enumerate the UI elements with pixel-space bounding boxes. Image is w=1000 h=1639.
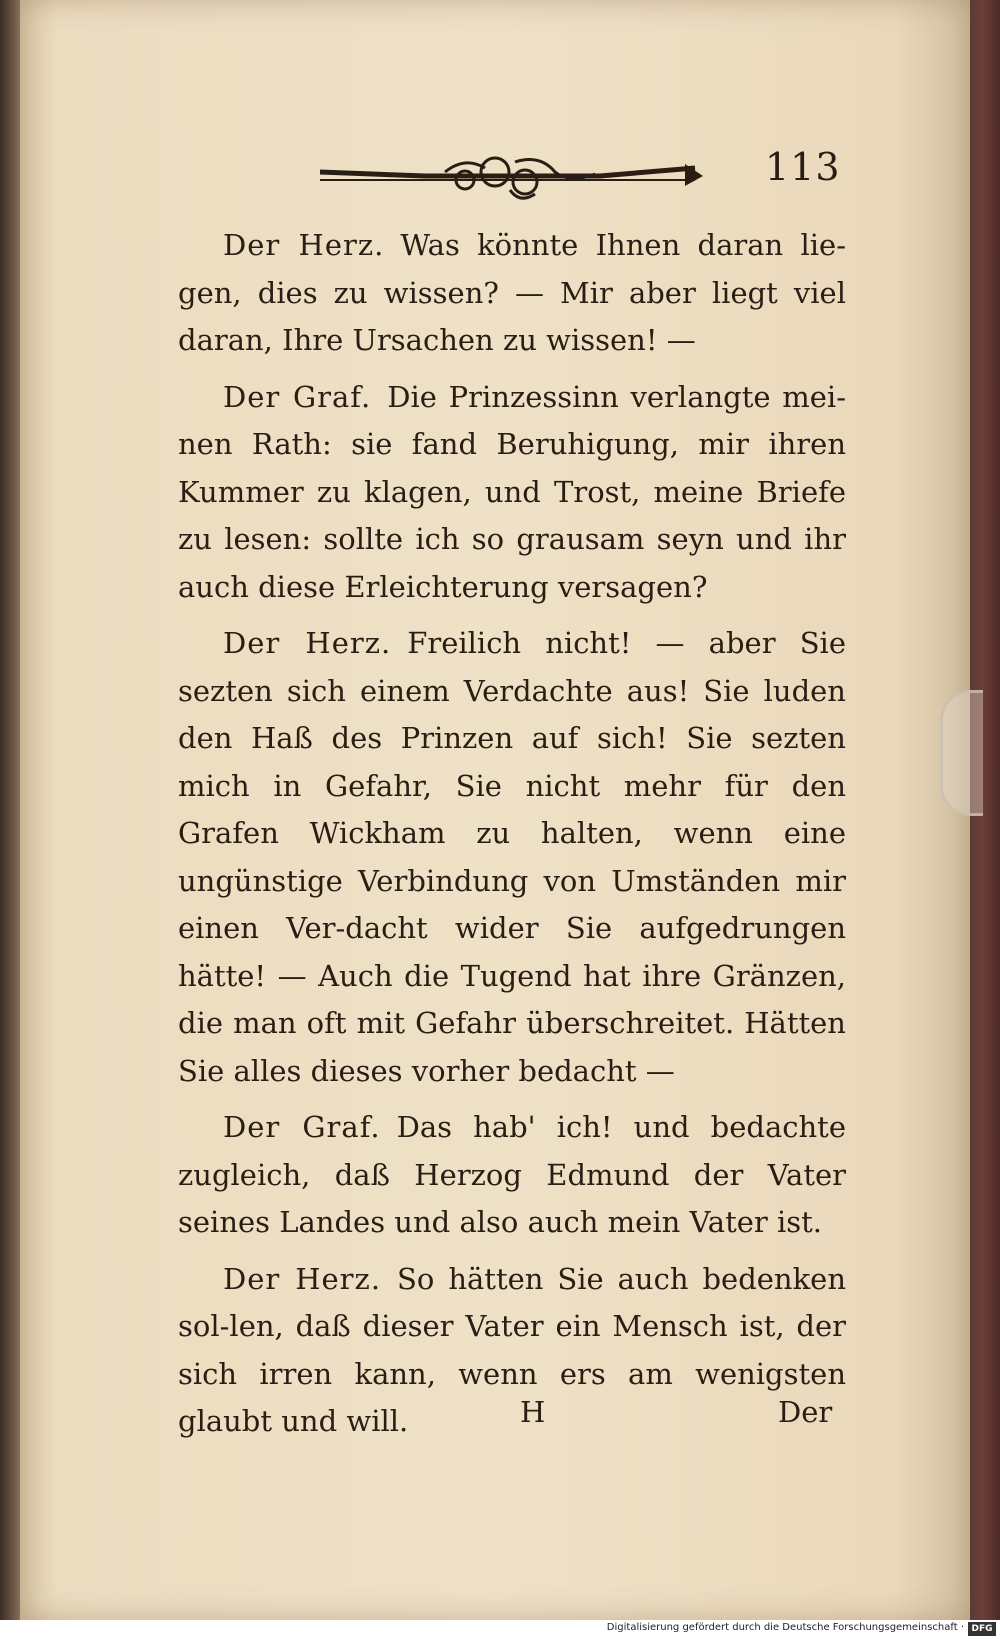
speaker-label: Der Herz. [223, 228, 385, 262]
paragraph [178, 620, 846, 1095]
paragraph [178, 1104, 846, 1247]
footer-credit: Digitalisierung gefördert durch die Deutsche Forschungsgemeinschaft · [606, 1622, 964, 1633]
speaker-label: Der Graf. [223, 379, 372, 414]
decorative-ornament [315, 150, 705, 208]
page-clip-mark [940, 690, 983, 816]
dfg-logo: DFG [968, 1622, 996, 1636]
speaker-label: Der Herz. [223, 1261, 382, 1296]
paragraph [178, 374, 846, 612]
book-page [20, 0, 970, 1620]
paragraph [178, 1256, 846, 1446]
book-left-edge [0, 0, 22, 1639]
paragraph-text: Das hab' ich! und bedachte zugleich, daß Herzog Edmund der Vater seines Landes und also auch mein Vater ist. [178, 1110, 846, 1239]
signature-mark: H [520, 1395, 546, 1429]
body-text [178, 222, 846, 1455]
page-number: 113 [765, 145, 841, 189]
paragraph-text: So hätten Sie auch bedenken sol-len, daß dieser Vater ein Mensch ist, der sich irren kann, wenn ers am wenigsten glaubt und will. [178, 1261, 847, 1438]
paragraph-text: Was könnte Ihnen daran lie-gen, dies zu wissen? — Mir aber liegt viel daran, Ihre Ursachen zu wissen! — [178, 228, 846, 357]
catchword: Der [778, 1395, 833, 1429]
speaker-label: Der Graf. [223, 1110, 381, 1144]
speaker-label: Der Herz. [223, 626, 392, 660]
paragraph-text: Die Prinzessinn verlangte mei-nen Rath: sie fand Beruhigung, mir ihren Kummer zu klagen, und Trost, meine Briefe zu lesen: sollte ich so grausam seyn und ihr auch diese Erleichterung versagen? [178, 379, 846, 604]
paragraph-text: Freilich nicht! — aber Sie sezten sich einem Verdachte aus! Sie luden den Haß des Prinzen auf sich! Sie sezten mich in Gefahr, Sie nicht mehr für den Grafen Wickham zu halten, wenn eine ungünstige Verbindung von Umständen mir einen Ver-dacht wider Sie aufgedrungen hätte! — Auch die Tugend hat ihre Gränzen, die man oft mit Gefahr überschreitet. Hätten Sie alles dieses vorher bedacht — [178, 626, 846, 1088]
paragraph [178, 222, 846, 365]
